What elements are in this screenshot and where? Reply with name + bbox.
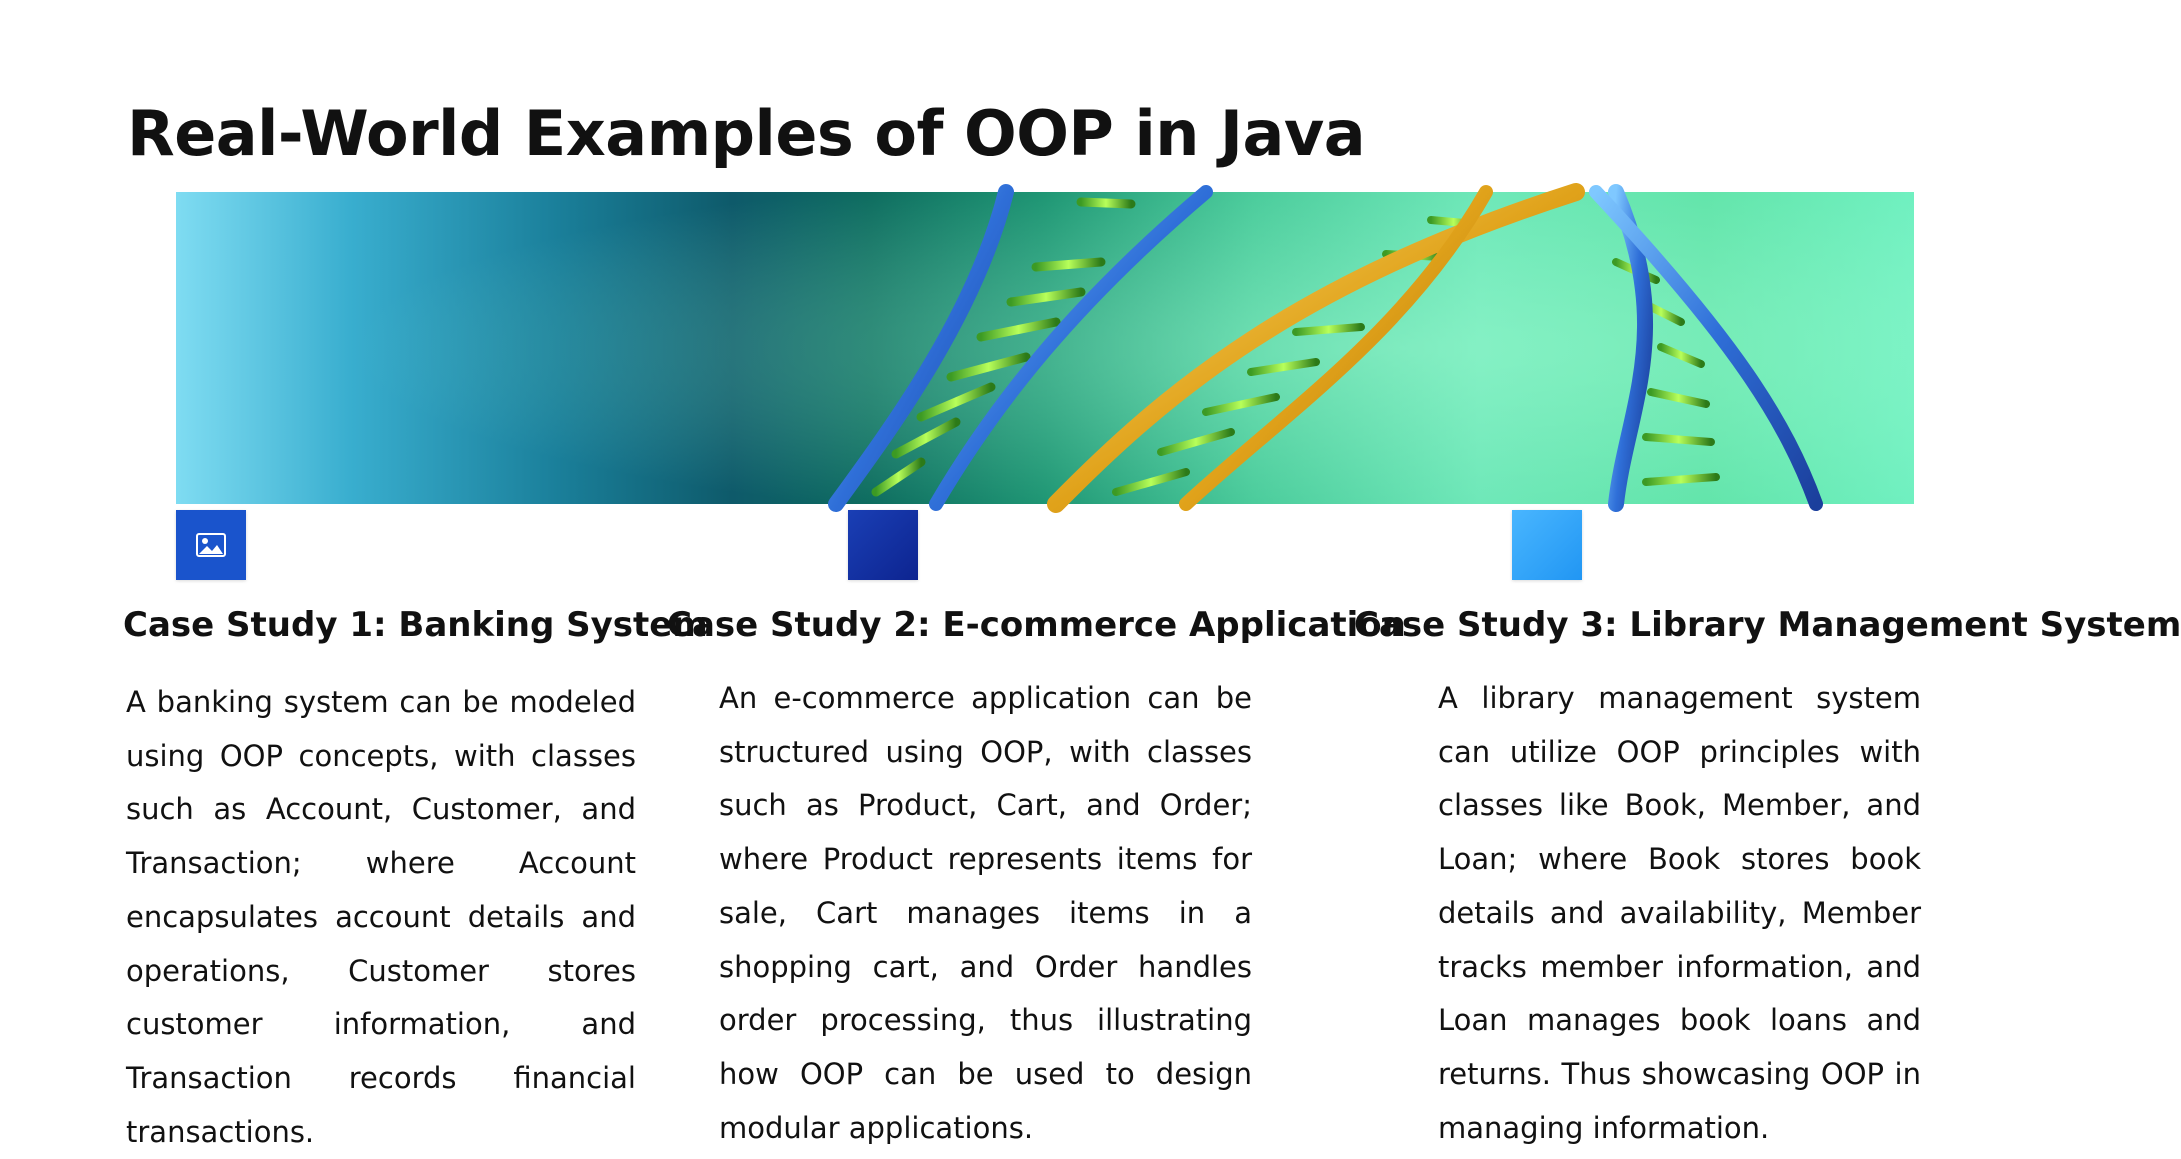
- case-study-1-heading: Case Study 1: Banking System: [123, 605, 708, 645]
- blue-square-icon: [848, 510, 918, 580]
- case-study-1-body: A banking system can be modeled using OOP concepts, with classes such as Account, Customer, and Transaction; where Account encapsulates account details and operations, Customer stores customer information, and Transaction records financial transactions.: [126, 685, 636, 1149]
- light-blue-square-icon: [1512, 510, 1582, 580]
- dna-helix-banner-image: [176, 192, 1914, 504]
- case-study-2-heading: Case Study 2: E-commerce Application: [667, 605, 1406, 645]
- picture-glyph-icon: [196, 533, 226, 557]
- case-study-3-body: A library management system can utilize OOP principles with classes like Book, Member, and Loan; where Book stores book details and availability, Member tracks member information, and Loan manages book loans and returns. Thus showcasing OOP in managing information.: [1438, 681, 1921, 1145]
- case-study-3-heading: Case Study 3: Library Management System: [1354, 605, 2181, 645]
- dna-helix-illustration: [176, 192, 1914, 504]
- case-study-2-body: An e-commerce application can be structured using OOP, with classes such as Product, Cart, and Order; where Product represents items for sale, Cart manages items in a shopping cart, and Order handles order processing, thus illustrating how OOP can be used to design modular applications.: [719, 681, 1252, 1145]
- image-icon: [176, 510, 246, 580]
- page-title: Real-World Examples of OOP in Java: [127, 97, 1366, 170]
